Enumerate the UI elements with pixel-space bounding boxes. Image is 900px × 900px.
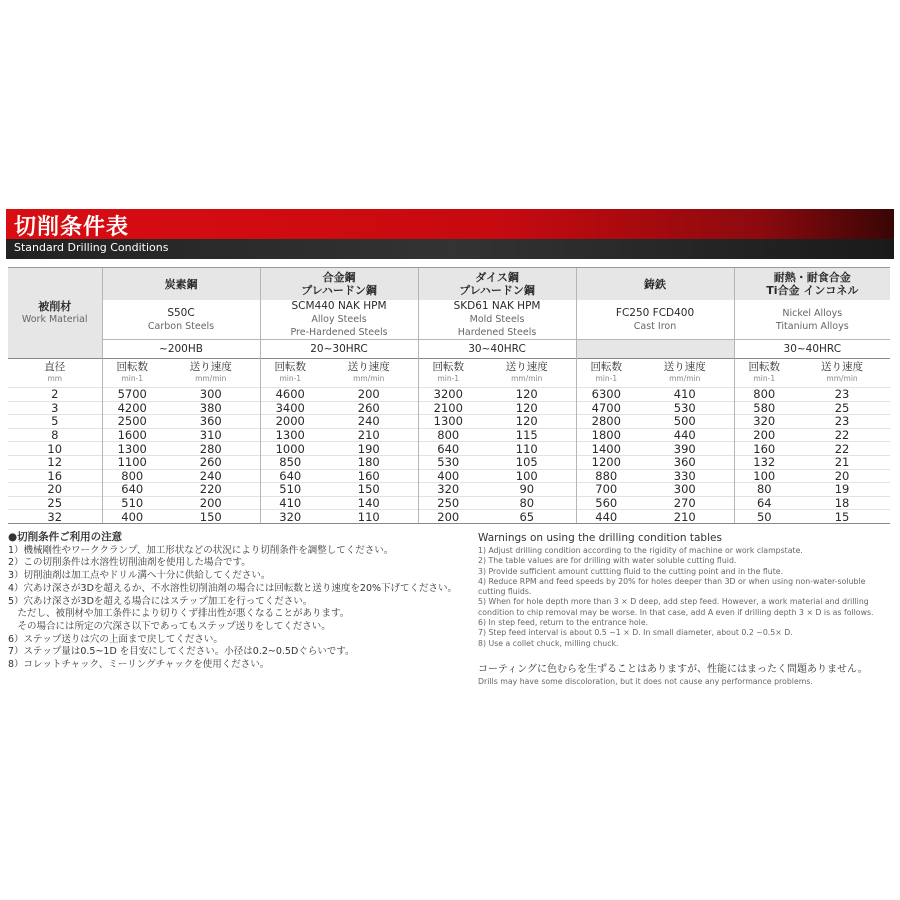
- material-grade-desc: Mold Steels: [469, 314, 525, 325]
- feed-cell: 270: [636, 496, 734, 510]
- material-grade-desc: Carbon Steels: [147, 320, 215, 332]
- feed-cell: 260: [162, 455, 260, 469]
- speed-cell: 640: [418, 442, 478, 456]
- speed-cell: 320: [260, 510, 320, 524]
- feed-label: 送り速度: [821, 361, 864, 373]
- speed-header: [576, 359, 636, 388]
- feed-cell: 440: [636, 428, 734, 442]
- header-row-material-name: [8, 268, 890, 301]
- speed-cell: 80: [734, 483, 794, 497]
- diameter-cell: 32: [8, 510, 102, 524]
- diameter-cell: 16: [8, 469, 102, 483]
- speed-cell: 2100: [418, 401, 478, 415]
- material-grade-1: [260, 300, 418, 340]
- feed-cell: 90: [478, 483, 576, 497]
- feed-cell: 22: [794, 442, 890, 456]
- feed-unit: mm/min: [511, 374, 543, 383]
- diameter-cell: 12: [8, 455, 102, 469]
- feed-cell: 105: [478, 455, 576, 469]
- diameter-cell: 10: [8, 442, 102, 456]
- material-grade-desc: Nickel Alloys: [782, 307, 843, 319]
- speed-cell: 640: [260, 469, 320, 483]
- speed-cell: 1200: [576, 455, 636, 469]
- usage-notes-jp: [8, 531, 458, 672]
- feed-cell: 200: [162, 496, 260, 510]
- feed-cell: 22: [794, 428, 890, 442]
- note-jp-item: 4）穴あけ深さが3Dを超えるか、不水溶性切削油剤の場合には回転数と送り速度を20%下げてください。: [8, 582, 458, 594]
- material-name-line: Ti合金 インコネル: [766, 284, 859, 297]
- feed-cell: 19: [794, 483, 890, 497]
- feed-cell: 150: [320, 483, 418, 497]
- feed-cell: 280: [162, 442, 260, 456]
- speed-header: [102, 359, 162, 388]
- material-grade-2: [418, 300, 576, 340]
- table-row: [8, 401, 890, 415]
- feed-cell: 360: [636, 455, 734, 469]
- speed-cell: 1300: [418, 415, 478, 429]
- feed-cell: 160: [320, 469, 418, 483]
- feed-cell: 300: [636, 483, 734, 497]
- feed-unit: mm/min: [353, 374, 385, 383]
- feed-cell: 100: [478, 469, 576, 483]
- material-hardness-4: 30~40HRC: [734, 340, 890, 359]
- table-row: [8, 455, 890, 469]
- diameter-cell: 25: [8, 496, 102, 510]
- material-grade-code: SKD61 NAK HPM: [453, 300, 541, 312]
- feed-cell: 310: [162, 428, 260, 442]
- speed-cell: 3400: [260, 401, 320, 415]
- feed-cell: 23: [794, 388, 890, 402]
- feed-label: 送り速度: [505, 361, 548, 373]
- table-row: [8, 415, 890, 429]
- speed-cell: 800: [418, 428, 478, 442]
- speed-cell: 410: [260, 496, 320, 510]
- diameter-cell: 8: [8, 428, 102, 442]
- speed-cell: 400: [418, 469, 478, 483]
- table-row: [8, 388, 890, 402]
- material-grade-desc: Alloy Steels: [311, 314, 367, 325]
- feed-label: 送り速度: [347, 361, 390, 373]
- drilling-conditions-table: [8, 267, 890, 524]
- feed-cell: 110: [320, 510, 418, 524]
- speed-cell: 800: [102, 469, 162, 483]
- speed-cell: 250: [418, 496, 478, 510]
- feed-unit: mm/min: [826, 374, 858, 383]
- speed-cell: 700: [576, 483, 636, 497]
- speed-unit: min-1: [595, 374, 618, 383]
- speed-cell: 5700: [102, 388, 162, 402]
- speed-cell: 4700: [576, 401, 636, 415]
- note-en-item: 7) Step feed interval is about 0.5 ~1 × D. In small diameter, about 0.2 ~0.5× D.: [478, 628, 793, 638]
- speed-cell: 510: [102, 496, 162, 510]
- speed-label: 回転数: [748, 361, 781, 373]
- material-hardness-3: [576, 340, 734, 359]
- work-material-jp: 被削材: [38, 300, 72, 313]
- speed-cell: 560: [576, 496, 636, 510]
- material-grade-code: SCM440 NAK HPM: [291, 300, 387, 312]
- diameter-label: 直径: [44, 361, 66, 373]
- coating-note-jp: コーティングに色むらを生ずることはありますが、性能にはまったく問題ありません。: [478, 663, 868, 675]
- speed-cell: 640: [102, 483, 162, 497]
- feed-cell: 200: [320, 388, 418, 402]
- speed-cell: 200: [734, 428, 794, 442]
- note-jp-item: 1）機械剛性やワーククランプ、加工形状などの状況により切削条件を調整してください。: [8, 544, 394, 556]
- note-jp-item: ただし、被削材や加工条件により切りくず排出性が悪くなることがあります。: [8, 608, 350, 620]
- table-row: [8, 510, 890, 524]
- speed-cell: 1800: [576, 428, 636, 442]
- speed-cell: 160: [734, 442, 794, 456]
- page-title: 切削条件表: [14, 215, 130, 240]
- feed-cell: 390: [636, 442, 734, 456]
- feed-cell: 240: [162, 469, 260, 483]
- note-en-item: 5) When for hole depth more than 3 × D deep, add step feed. However, a work material and drilling condition to chip removal may be worse. In that case, add A even if drilling depth 3 × D is as follows.: [478, 597, 874, 617]
- speed-label: 回転数: [274, 361, 306, 373]
- feed-cell: 210: [636, 510, 734, 524]
- note-jp-item: その場合には所定の穴深さ以下であってもステップ送りをしてください。: [8, 620, 331, 632]
- speed-cell: 50: [734, 510, 794, 524]
- note-en-item: 4) Reduce RPM and feed speeds by 20% for holes deeper than 3D or when using non-water-soluble cutting fluids.: [478, 576, 866, 597]
- table-row: [8, 483, 890, 497]
- material-name-4: [734, 268, 890, 301]
- material-grade-desc: Hardened Steels: [457, 327, 537, 338]
- note-jp-item: 3）切削油剤は加工点やドリル溝へ十分に供給してください。: [8, 570, 271, 582]
- diameter-cell: 5: [8, 415, 102, 429]
- title-banner: [6, 209, 894, 259]
- speed-unit: min-1: [279, 374, 302, 383]
- note-jp-item: 6）ステップ送りは穴の上面まで戻してください。: [8, 633, 223, 645]
- note-en-item: 1) Adjust drilling condition according to the rigidity of machine or work clampstate.: [478, 546, 803, 555]
- header-row-hardness: [8, 340, 890, 359]
- feed-header: [162, 359, 260, 388]
- speed-cell: 1600: [102, 428, 162, 442]
- diameter-cell: 2: [8, 388, 102, 402]
- table-row: [8, 496, 890, 510]
- diameter-cell: 20: [8, 483, 102, 497]
- feed-cell: 260: [320, 401, 418, 415]
- feed-cell: 20: [794, 469, 890, 483]
- feed-cell: 120: [478, 415, 576, 429]
- speed-cell: 64: [734, 496, 794, 510]
- usage-notes-en: [478, 531, 893, 687]
- material-grade-4: [734, 300, 890, 340]
- note-en-item: 3) Provide sufficient amount cuttting fluid to the cutting point and in the flute.: [478, 566, 784, 576]
- coating-note-en: Drills may have some discoloration, but it does not cause any performance problems.: [478, 676, 813, 686]
- speed-cell: 1400: [576, 442, 636, 456]
- note-en-item: 6) In step feed, return to the entrance hole.: [478, 618, 649, 628]
- material-name-line: プレハードン鋼: [459, 284, 535, 297]
- feed-cell: 220: [162, 483, 260, 497]
- note-en-item: 8) Use a collet chuck, milling chuck.: [478, 638, 619, 648]
- feed-cell: 180: [320, 455, 418, 469]
- speed-cell: 132: [734, 455, 794, 469]
- speed-header: [260, 359, 320, 388]
- material-name-3: [576, 268, 734, 301]
- speed-cell: 4200: [102, 401, 162, 415]
- feed-cell: 15: [794, 510, 890, 524]
- material-name-line: 耐熱・耐食合金: [773, 271, 851, 284]
- speed-cell: 400: [102, 510, 162, 524]
- speed-cell: 320: [418, 483, 478, 497]
- speed-unit: min-1: [437, 374, 460, 383]
- page-subtitle: Standard Drilling Conditions: [14, 241, 169, 254]
- feed-header: [320, 359, 418, 388]
- material-hardness-1: 20~30HRC: [260, 340, 418, 359]
- work-material-en: Work Material: [21, 314, 88, 325]
- speed-unit: min-1: [753, 374, 776, 383]
- feed-cell: 23: [794, 415, 890, 429]
- feed-unit: mm/min: [669, 374, 701, 383]
- table-row: [8, 428, 890, 442]
- feed-header: [794, 359, 890, 388]
- note-jp-item: 8）コレットチャック、ミーリングチャックを使用ください。: [8, 659, 270, 671]
- material-grade-desc: Pre-Hardened Steels: [290, 327, 388, 338]
- diameter-unit: mm: [47, 374, 63, 383]
- feed-cell: 360: [162, 415, 260, 429]
- feed-cell: 65: [478, 510, 576, 524]
- material-name-line: 炭素鋼: [164, 277, 198, 291]
- feed-cell: 18: [794, 496, 890, 510]
- speed-cell: 880: [576, 469, 636, 483]
- speed-label: 回転数: [432, 361, 465, 373]
- speed-cell: 440: [576, 510, 636, 524]
- note-jp-item: 5）穴あけ深さが3Dを超える場合にはステップ加工を行ってください。: [8, 595, 313, 607]
- notes-en-title: Warnings on using the drilling condition tables: [478, 532, 722, 544]
- header-row-grade: [8, 300, 890, 340]
- material-name-line: ダイス鋼: [475, 271, 519, 284]
- material-grade-desc: Cast Iron: [633, 320, 677, 332]
- speed-header: [418, 359, 478, 388]
- material-name-line: 鋳鉄: [644, 277, 667, 291]
- feed-cell: 330: [636, 469, 734, 483]
- feed-cell: 380: [162, 401, 260, 415]
- speed-cell: 1000: [260, 442, 320, 456]
- material-grade-code: S50C: [167, 306, 195, 319]
- speed-cell: 1300: [102, 442, 162, 456]
- feed-cell: 120: [478, 401, 576, 415]
- feed-cell: 25: [794, 401, 890, 415]
- speed-cell: 1300: [260, 428, 320, 442]
- feed-cell: 410: [636, 388, 734, 402]
- feed-unit: mm/min: [195, 374, 227, 383]
- speed-cell: 200: [418, 510, 478, 524]
- feed-header: [636, 359, 734, 388]
- material-name-line: 合金鋼: [322, 271, 356, 284]
- speed-cell: 1100: [102, 455, 162, 469]
- speed-cell: 100: [734, 469, 794, 483]
- speed-header: [734, 359, 794, 388]
- material-grade-code: FC250 FCD400: [615, 306, 695, 319]
- table-row: [8, 442, 890, 456]
- note-jp-item: 7）ステップ量は0.5~1D を目安にしてください。小径は0.2~0.5Dぐらいです。: [8, 646, 355, 658]
- speed-cell: 4600: [260, 388, 320, 402]
- speed-cell: 510: [260, 483, 320, 497]
- note-en-item: 2) The table values are for drilling with water soluble cutting fluid.: [478, 556, 737, 566]
- note-jp-item: 2）この切削条件は水溶性切削油剤を使用した場合です。: [8, 557, 251, 569]
- material-name-2: [418, 268, 576, 301]
- feed-cell: 21: [794, 455, 890, 469]
- feed-cell: 210: [320, 428, 418, 442]
- diameter-header: [8, 359, 102, 388]
- speed-cell: 800: [734, 388, 794, 402]
- feed-cell: 150: [162, 510, 260, 524]
- material-name-line: プレハードン鋼: [301, 284, 377, 297]
- material-name-1: [260, 268, 418, 301]
- notes-jp-title: ●切削条件ご利用の注意: [8, 531, 123, 543]
- material-hardness-2: 30~40HRC: [418, 340, 576, 359]
- speed-unit: min-1: [121, 374, 144, 383]
- material-grade-3: [576, 300, 734, 340]
- speed-cell: 2500: [102, 415, 162, 429]
- feed-cell: 300: [162, 388, 260, 402]
- speed-cell: 580: [734, 401, 794, 415]
- speed-cell: 2800: [576, 415, 636, 429]
- feed-cell: 500: [636, 415, 734, 429]
- header-row-units: [8, 359, 890, 388]
- feed-label: 送り速度: [663, 361, 706, 373]
- material-grade-desc: Titanium Alloys: [775, 320, 849, 332]
- feed-header: [478, 359, 576, 388]
- feed-cell: 115: [478, 428, 576, 442]
- material-name-0: [102, 268, 260, 301]
- work-material-header: [8, 268, 102, 359]
- speed-label: 回転数: [116, 361, 148, 373]
- feed-cell: 80: [478, 496, 576, 510]
- feed-cell: 140: [320, 496, 418, 510]
- feed-cell: 190: [320, 442, 418, 456]
- material-hardness-0: ~200HB: [102, 340, 260, 359]
- feed-label: 送り速度: [189, 361, 232, 373]
- speed-cell: 2000: [260, 415, 320, 429]
- feed-cell: 240: [320, 415, 418, 429]
- speed-cell: 6300: [576, 388, 636, 402]
- diameter-cell: 3: [8, 401, 102, 415]
- feed-cell: 530: [636, 401, 734, 415]
- speed-cell: 850: [260, 455, 320, 469]
- speed-cell: 530: [418, 455, 478, 469]
- material-grade-0: [102, 300, 260, 340]
- speed-cell: 3200: [418, 388, 478, 402]
- speed-cell: 320: [734, 415, 794, 429]
- table-row: [8, 469, 890, 483]
- feed-cell: 120: [478, 388, 576, 402]
- feed-cell: 110: [478, 442, 576, 456]
- speed-label: 回転数: [590, 361, 623, 373]
